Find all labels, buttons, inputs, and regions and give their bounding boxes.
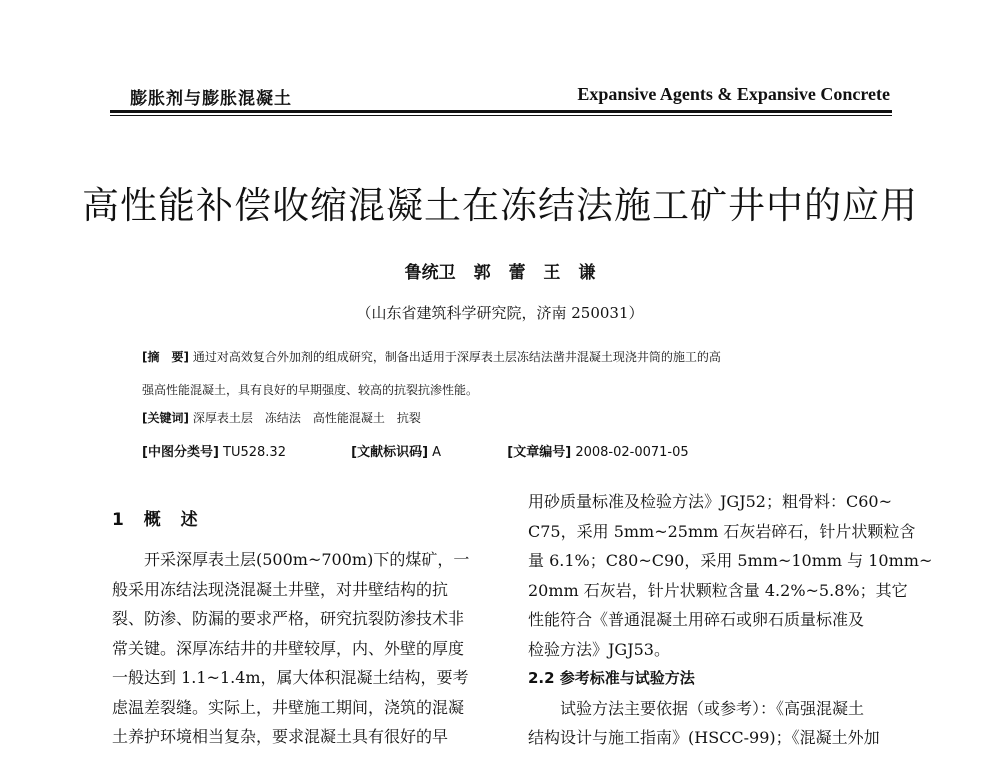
body-line: 20mm 石灰岩，针片状颗粒含量 4.2%~5.8%；其它 [528,580,908,600]
article-title: 高性能补偿收缩混凝土在冻结法施工矿井中的应用 [82,184,918,227]
abstract-line-1 [142,348,882,365]
header-rule-thin [110,115,892,116]
body-line: 裂、防渗、防漏的要求严格，研究抗裂防渗技术非 [112,609,465,628]
article-number-label: [文章编号] [507,445,572,460]
body-line: 土养护环境相当复杂，要求混凝土具有很好的早 [112,727,449,746]
doc-code-value: A [432,445,442,460]
body-line: C75，采用 5mm~25mm 石灰岩碎石，针片状颗粒含 [528,521,916,541]
keywords-label: [关键词] [142,411,189,425]
body-line: 常关键。深厚冻结井的井壁较厚，内、外壁的厚度 [112,638,465,658]
keywords [142,409,421,426]
running-header-left: 膨胀剂与膨胀混凝土 [130,89,292,109]
article-number-value: 2008-02-0071-05 [575,445,689,460]
body-line: 性能符合《普通混凝土用碎石或卵石质量标准及 [528,610,865,629]
abstract-label: [摘 要] [142,350,189,364]
header-rule-thick [110,110,892,113]
body-line: 一般达到 1.1~1.4m，属大体积混凝土结构，要考 [112,668,469,687]
keywords-text: 深厚表土层 冻结法 高性能混凝土 抗裂 [192,411,421,425]
subsection-2-2-heading: 2.2 参考标准与试验方法 [528,669,695,687]
authors: 鲁统卫 郭 蕾 王 谦 [404,263,596,283]
body-line: 结构设计与施工指南》(HSCC-99)；《混凝土外加 [528,728,880,747]
clc-value: TU528.32 [223,445,286,460]
running-header-right: Expansive Agents & Expansive Concrete [577,84,890,104]
section-1-heading: 1 概 述 [112,510,198,530]
body-line: 用砂质量标准及检验方法》JGJ52；粗骨料：C60~ [528,492,892,511]
body-line: 检验方法》JGJ53。 [528,639,670,659]
left-column [112,545,492,752]
body-line: 量 6.1%；C80~C90，采用 5mm~10mm 与 10mm~ [528,551,933,570]
classification-line [142,441,882,460]
abstract-text-1: 通过对高效复合外加剂的组成研究，制备出适用于深厚表土层冻结法凿井混凝土现浇井筒的施工的高 [192,350,721,364]
abstract-line-2: 强高性能混凝土，具有良好的早期强度、较高的抗裂抗渗性能。 [142,383,479,397]
body-line: 试验方法主要依据（或参考）：《高强混凝土 [560,698,865,718]
body-line: 虑温差裂缝。实际上，井壁施工期间，浇筑的混凝 [112,697,465,717]
body-line: 开采深厚表土层(500m~700m)下的煤矿，一 [144,550,470,569]
clc-label: [中图分类号] [142,445,219,460]
doc-code-label: [文献标识码] [351,445,429,460]
right-column [528,487,933,753]
affiliation: （山东省建筑科学研究院，济南 250031） [356,304,644,322]
body-line: 般采用冻结法现浇混凝土井壁，对井壁结构的抗 [112,579,449,599]
